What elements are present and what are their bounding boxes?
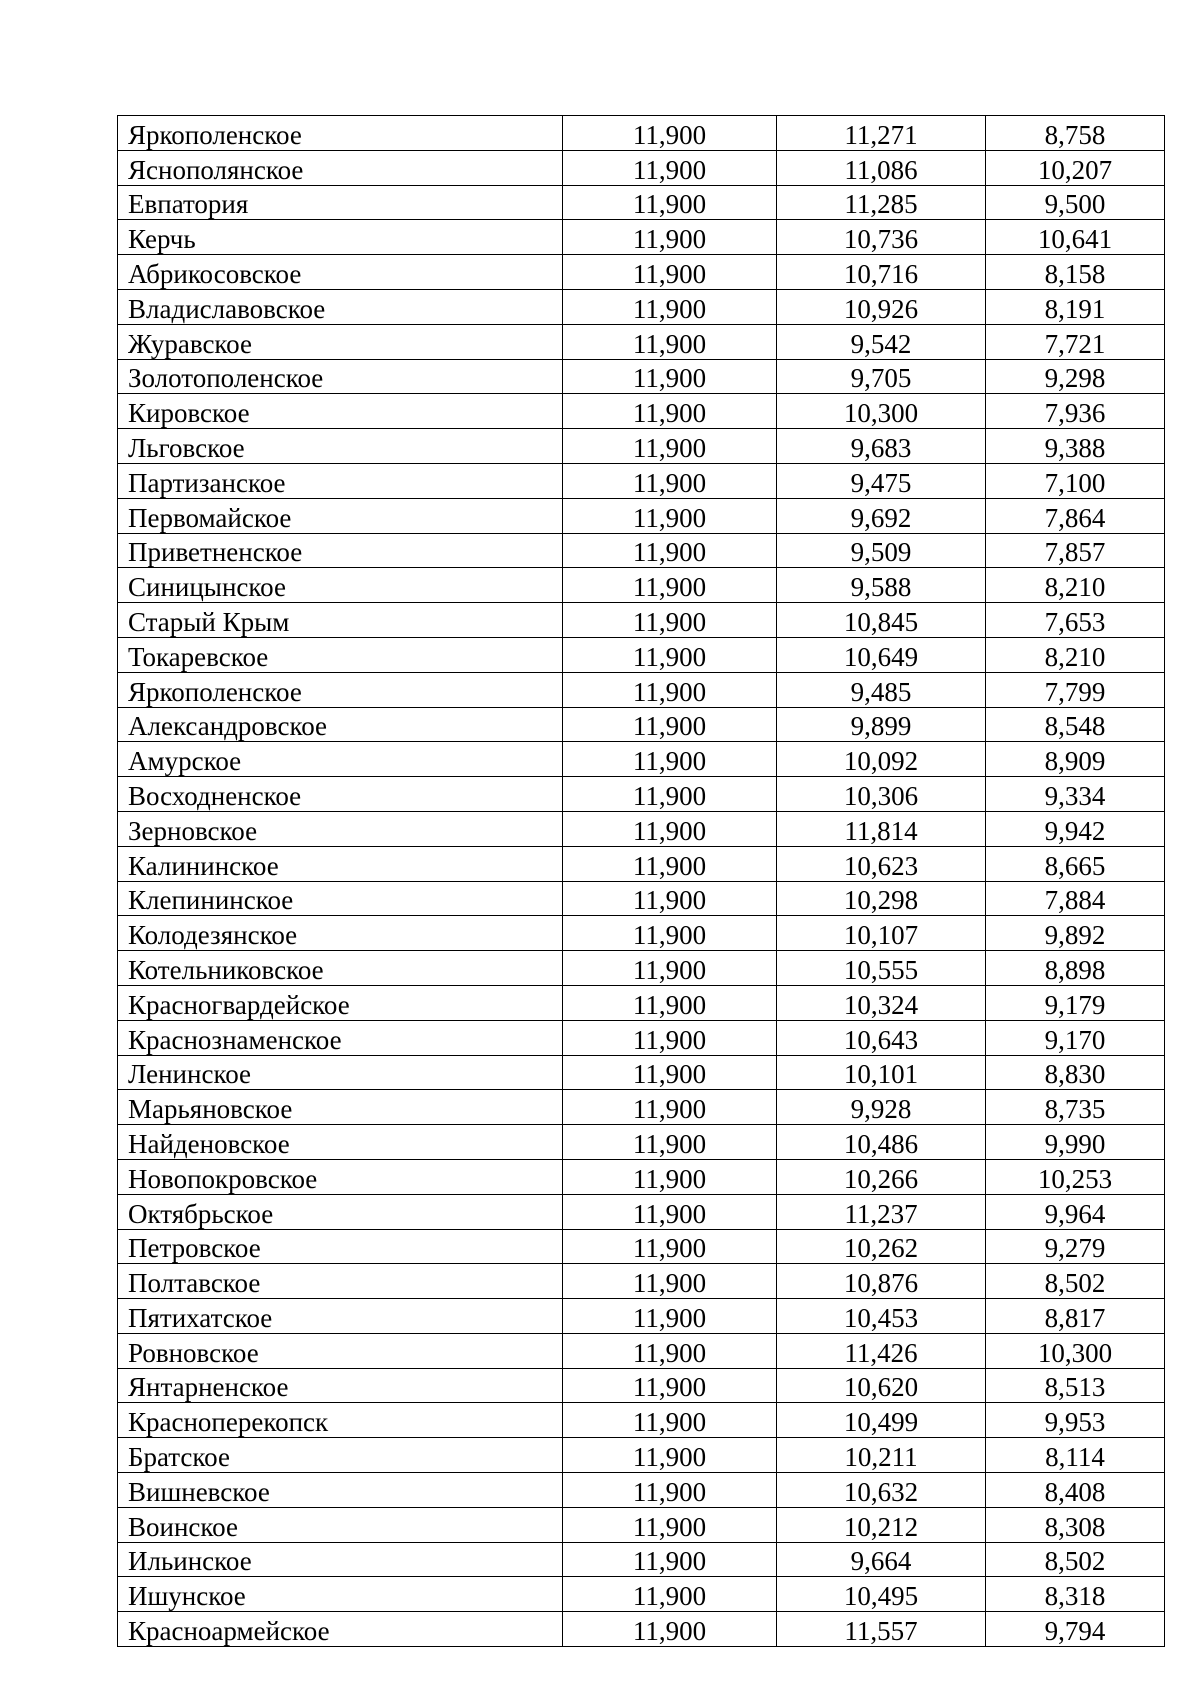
value-2-cell: 10,716 (777, 255, 986, 290)
value-3-cell: 9,179 (986, 985, 1165, 1020)
table-row (118, 1020, 1165, 1055)
settlement-name-cell: Керчь (118, 220, 563, 255)
value-3-cell: 8,114 (986, 1438, 1165, 1473)
value-3-cell: 8,548 (986, 707, 1165, 742)
value-1-cell: 11,900 (563, 220, 777, 255)
value-3-cell: 7,100 (986, 463, 1165, 498)
value-2-cell: 10,107 (777, 916, 986, 951)
value-2-cell: 9,509 (777, 533, 986, 568)
table-row (118, 707, 1165, 742)
table-row (118, 1438, 1165, 1473)
settlement-name-cell: Восходненское (118, 777, 563, 812)
settlement-name-cell: Октябрьское (118, 1194, 563, 1229)
table-row (118, 1577, 1165, 1612)
value-2-cell: 10,632 (777, 1473, 986, 1508)
value-1-cell: 11,900 (563, 1438, 777, 1473)
settlement-name-cell: Полтавское (118, 1264, 563, 1299)
settlement-name-cell: Яркополенское (118, 672, 563, 707)
value-3-cell: 9,334 (986, 777, 1165, 812)
data-table (117, 115, 1165, 1647)
settlement-name-cell: Найденовское (118, 1125, 563, 1160)
value-3-cell: 9,964 (986, 1194, 1165, 1229)
value-3-cell: 9,942 (986, 811, 1165, 846)
value-1-cell: 11,900 (563, 985, 777, 1020)
value-2-cell: 10,620 (777, 1368, 986, 1403)
table-row (118, 1194, 1165, 1229)
settlement-name-cell: Краснознаменское (118, 1020, 563, 1055)
table-body (118, 116, 1165, 1647)
settlement-name-cell: Красногвардейское (118, 985, 563, 1020)
settlement-name-cell: Партизанское (118, 463, 563, 498)
value-1-cell: 11,900 (563, 185, 777, 220)
settlement-name-cell: Владиславовское (118, 289, 563, 324)
value-1-cell: 11,900 (563, 1542, 777, 1577)
value-3-cell: 8,830 (986, 1055, 1165, 1090)
table-row (118, 881, 1165, 916)
table-row (118, 672, 1165, 707)
settlement-name-cell: Абрикосовское (118, 255, 563, 290)
value-2-cell: 10,453 (777, 1299, 986, 1334)
value-1-cell: 11,900 (563, 881, 777, 916)
value-1-cell: 11,900 (563, 463, 777, 498)
settlement-name-cell: Льговское (118, 429, 563, 464)
value-3-cell: 9,794 (986, 1612, 1165, 1647)
settlement-name-cell: Братское (118, 1438, 563, 1473)
value-3-cell: 9,892 (986, 916, 1165, 951)
value-3-cell: 10,641 (986, 220, 1165, 255)
value-1-cell: 11,900 (563, 1577, 777, 1612)
value-1-cell: 11,900 (563, 498, 777, 533)
value-2-cell: 10,211 (777, 1438, 986, 1473)
value-2-cell: 10,495 (777, 1577, 986, 1612)
value-3-cell: 8,408 (986, 1473, 1165, 1508)
value-2-cell: 9,692 (777, 498, 986, 533)
value-3-cell: 7,653 (986, 603, 1165, 638)
table-row (118, 1125, 1165, 1160)
value-1-cell: 11,900 (563, 116, 777, 151)
value-3-cell: 7,721 (986, 324, 1165, 359)
value-3-cell: 7,864 (986, 498, 1165, 533)
value-1-cell: 11,900 (563, 707, 777, 742)
settlement-name-cell: Амурское (118, 742, 563, 777)
table-row (118, 116, 1165, 151)
table-row (118, 1542, 1165, 1577)
value-1-cell: 11,900 (563, 1020, 777, 1055)
settlement-name-cell: Калининское (118, 846, 563, 881)
value-2-cell: 10,736 (777, 220, 986, 255)
settlement-name-cell: Александровское (118, 707, 563, 742)
settlement-name-cell: Петровское (118, 1229, 563, 1264)
table-row (118, 568, 1165, 603)
value-3-cell: 10,207 (986, 150, 1165, 185)
value-3-cell: 8,308 (986, 1507, 1165, 1542)
value-1-cell: 11,900 (563, 324, 777, 359)
value-2-cell: 10,101 (777, 1055, 986, 1090)
settlement-name-cell: Яркополенское (118, 116, 563, 151)
value-2-cell: 10,926 (777, 289, 986, 324)
value-1-cell: 11,900 (563, 1299, 777, 1334)
value-2-cell: 9,475 (777, 463, 986, 498)
value-1-cell: 11,900 (563, 1403, 777, 1438)
table-row (118, 777, 1165, 812)
table-row (118, 846, 1165, 881)
value-2-cell: 11,086 (777, 150, 986, 185)
settlement-name-cell: Пятихатское (118, 1299, 563, 1334)
value-1-cell: 11,900 (563, 568, 777, 603)
value-2-cell: 11,237 (777, 1194, 986, 1229)
value-3-cell: 7,799 (986, 672, 1165, 707)
value-3-cell: 8,758 (986, 116, 1165, 151)
settlement-name-cell: Яснополянское (118, 150, 563, 185)
value-2-cell: 9,705 (777, 359, 986, 394)
settlement-name-cell: Первомайское (118, 498, 563, 533)
value-2-cell: 9,588 (777, 568, 986, 603)
value-3-cell: 9,388 (986, 429, 1165, 464)
value-2-cell: 10,649 (777, 637, 986, 672)
value-1-cell: 11,900 (563, 1612, 777, 1647)
settlement-name-cell: Приветненское (118, 533, 563, 568)
settlement-name-cell: Ровновское (118, 1333, 563, 1368)
settlement-name-cell: Клепининское (118, 881, 563, 916)
table-row (118, 324, 1165, 359)
table-row (118, 1612, 1165, 1647)
table-row (118, 1229, 1165, 1264)
settlement-name-cell: Колодезянское (118, 916, 563, 951)
value-3-cell: 7,936 (986, 394, 1165, 429)
value-1-cell: 11,900 (563, 255, 777, 290)
value-2-cell: 9,683 (777, 429, 986, 464)
value-2-cell: 10,212 (777, 1507, 986, 1542)
value-1-cell: 11,900 (563, 1333, 777, 1368)
value-1-cell: 11,900 (563, 1507, 777, 1542)
table-row (118, 394, 1165, 429)
table-row (118, 359, 1165, 394)
value-1-cell: 11,900 (563, 1125, 777, 1160)
table-row (118, 1333, 1165, 1368)
value-2-cell: 10,306 (777, 777, 986, 812)
table-row (118, 742, 1165, 777)
value-2-cell: 9,928 (777, 1090, 986, 1125)
value-2-cell: 10,266 (777, 1159, 986, 1194)
value-2-cell: 10,300 (777, 394, 986, 429)
settlement-name-cell: Новопокровское (118, 1159, 563, 1194)
value-1-cell: 11,900 (563, 742, 777, 777)
table-row (118, 220, 1165, 255)
value-1-cell: 11,900 (563, 777, 777, 812)
value-1-cell: 11,900 (563, 637, 777, 672)
settlement-name-cell: Синицынское (118, 568, 563, 603)
table-row (118, 985, 1165, 1020)
table-row (118, 533, 1165, 568)
value-1-cell: 11,900 (563, 1194, 777, 1229)
table-row (118, 463, 1165, 498)
table-row (118, 1090, 1165, 1125)
settlement-name-cell: Ишунское (118, 1577, 563, 1612)
value-1-cell: 11,900 (563, 1229, 777, 1264)
value-3-cell: 9,990 (986, 1125, 1165, 1160)
value-2-cell: 10,486 (777, 1125, 986, 1160)
settlement-name-cell: Котельниковское (118, 951, 563, 986)
value-1-cell: 11,900 (563, 1055, 777, 1090)
table-row (118, 289, 1165, 324)
table-row (118, 1159, 1165, 1194)
value-2-cell: 11,814 (777, 811, 986, 846)
value-2-cell: 10,555 (777, 951, 986, 986)
settlement-name-cell: Красноармейское (118, 1612, 563, 1647)
value-2-cell: 10,324 (777, 985, 986, 1020)
value-1-cell: 11,900 (563, 394, 777, 429)
table-row (118, 951, 1165, 986)
value-2-cell: 10,876 (777, 1264, 986, 1299)
settlement-name-cell: Ильинское (118, 1542, 563, 1577)
value-1-cell: 11,900 (563, 1368, 777, 1403)
settlement-name-cell: Ленинское (118, 1055, 563, 1090)
table-row (118, 498, 1165, 533)
value-2-cell: 10,262 (777, 1229, 986, 1264)
value-3-cell: 9,170 (986, 1020, 1165, 1055)
value-1-cell: 11,900 (563, 951, 777, 986)
value-3-cell: 8,735 (986, 1090, 1165, 1125)
value-3-cell: 7,884 (986, 881, 1165, 916)
value-2-cell: 11,426 (777, 1333, 986, 1368)
value-2-cell: 9,485 (777, 672, 986, 707)
value-3-cell: 8,191 (986, 289, 1165, 324)
value-3-cell: 9,298 (986, 359, 1165, 394)
table-row (118, 1368, 1165, 1403)
value-3-cell: 10,300 (986, 1333, 1165, 1368)
settlement-name-cell: Журавское (118, 324, 563, 359)
value-2-cell: 11,557 (777, 1612, 986, 1647)
settlement-name-cell: Вишневское (118, 1473, 563, 1508)
value-2-cell: 10,298 (777, 881, 986, 916)
settlement-name-cell: Золотополенское (118, 359, 563, 394)
value-3-cell: 10,253 (986, 1159, 1165, 1194)
value-2-cell: 10,092 (777, 742, 986, 777)
value-3-cell: 8,210 (986, 637, 1165, 672)
value-2-cell: 11,271 (777, 116, 986, 151)
value-3-cell: 8,318 (986, 1577, 1165, 1612)
table-row (118, 1299, 1165, 1334)
value-3-cell: 8,665 (986, 846, 1165, 881)
value-3-cell: 8,909 (986, 742, 1165, 777)
settlement-name-cell: Воинское (118, 1507, 563, 1542)
table-row (118, 255, 1165, 290)
table-row (118, 637, 1165, 672)
table-row (118, 429, 1165, 464)
value-2-cell: 9,899 (777, 707, 986, 742)
settlement-name-cell: Янтарненское (118, 1368, 563, 1403)
value-2-cell: 10,845 (777, 603, 986, 638)
value-3-cell: 8,898 (986, 951, 1165, 986)
table-row (118, 603, 1165, 638)
settlement-name-cell: Зерновское (118, 811, 563, 846)
settlement-name-cell: Кировское (118, 394, 563, 429)
value-2-cell: 10,623 (777, 846, 986, 881)
value-1-cell: 11,900 (563, 1264, 777, 1299)
settlement-name-cell: Токаревское (118, 637, 563, 672)
table-row (118, 1264, 1165, 1299)
value-1-cell: 11,900 (563, 289, 777, 324)
value-3-cell: 9,500 (986, 185, 1165, 220)
value-3-cell: 8,513 (986, 1368, 1165, 1403)
table-row (118, 185, 1165, 220)
value-3-cell: 9,279 (986, 1229, 1165, 1264)
value-1-cell: 11,900 (563, 1473, 777, 1508)
value-3-cell: 7,857 (986, 533, 1165, 568)
value-1-cell: 11,900 (563, 811, 777, 846)
value-1-cell: 11,900 (563, 359, 777, 394)
table-row (118, 1403, 1165, 1438)
table-row (118, 1473, 1165, 1508)
value-2-cell: 9,542 (777, 324, 986, 359)
value-1-cell: 11,900 (563, 916, 777, 951)
table-row (118, 916, 1165, 951)
value-1-cell: 11,900 (563, 603, 777, 638)
value-3-cell: 8,502 (986, 1264, 1165, 1299)
value-3-cell: 8,817 (986, 1299, 1165, 1334)
table-row (118, 1055, 1165, 1090)
value-1-cell: 11,900 (563, 1090, 777, 1125)
value-2-cell: 9,664 (777, 1542, 986, 1577)
value-1-cell: 11,900 (563, 846, 777, 881)
settlement-name-cell: Евпатория (118, 185, 563, 220)
value-1-cell: 11,900 (563, 672, 777, 707)
value-1-cell: 11,900 (563, 429, 777, 464)
value-2-cell: 11,285 (777, 185, 986, 220)
value-3-cell: 8,210 (986, 568, 1165, 603)
settlement-name-cell: Красноперекопск (118, 1403, 563, 1438)
table-row (118, 811, 1165, 846)
value-1-cell: 11,900 (563, 1159, 777, 1194)
value-3-cell: 8,502 (986, 1542, 1165, 1577)
settlement-name-cell: Старый Крым (118, 603, 563, 638)
table-row (118, 1507, 1165, 1542)
value-2-cell: 10,643 (777, 1020, 986, 1055)
value-3-cell: 9,953 (986, 1403, 1165, 1438)
value-2-cell: 10,499 (777, 1403, 986, 1438)
value-3-cell: 8,158 (986, 255, 1165, 290)
value-1-cell: 11,900 (563, 533, 777, 568)
settlement-name-cell: Марьяновское (118, 1090, 563, 1125)
table-row (118, 150, 1165, 185)
value-1-cell: 11,900 (563, 150, 777, 185)
